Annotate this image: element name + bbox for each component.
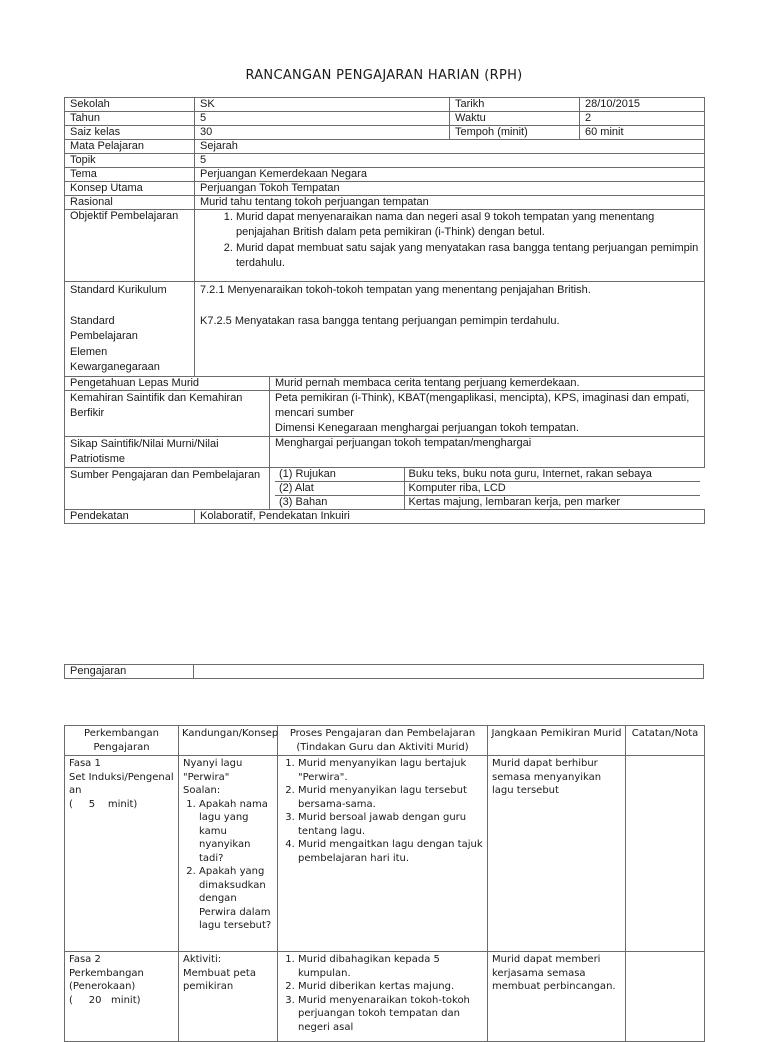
header-proses: Proses Pengajaran dan Pembelajaran (Tindakan Guru dan Aktiviti Murid) [278,726,488,756]
standard-kurikulum-text: 7.2.1 Menyenaraikan tokoh-tokoh tempatan yang menentang penjajahan British. [200,284,591,296]
value-pengetahuan: Murid pernah membaca cerita tentang perjuang kemerdekaan. [270,376,705,390]
row-kemahiran [65,390,705,436]
header-perkembangan: Perkembangan Pengajaran [65,726,179,756]
kemahiran-text-2: Dimensi Kenegaraan menghargai perjuangan tokoh tempatan. [275,421,579,434]
row-sumber [65,467,705,509]
value-tema: Perjuangan Kemerdekaan Negara [195,168,705,182]
fasa2-kandungan [179,952,278,1042]
lesson-row-fasa1 [65,756,705,952]
value-kemahiran [270,390,705,436]
value-mata: Sejarah [195,140,705,154]
fasa1-proses-item: 4. Murid mengaitkan lagu dengan tajuk pembelajaran hari itu. [298,838,483,865]
fasa2-proses-item: 2. Murid diberikan kertas majung. [298,980,483,994]
kemahiran-text-1: Peta pemikiran (i-Think), KBAT(mengaplikasi, mencipta), KPS, imaginasi dan empati, mencari sumber [275,391,690,419]
row-saiz [65,126,705,140]
label-pengetahuan: Pengetahuan Lepas Murid [65,376,270,390]
value-sumber [270,467,705,509]
label-standard [65,282,195,377]
fasa2-proses [278,952,488,1042]
fasa1-name: Set Induksi/Pengenalan [69,771,174,796]
fasa2-catatan [626,952,705,1042]
fasa1-proses [278,756,488,952]
label-standard-elemen-1: Standard [70,314,115,327]
sumber-row [275,481,700,495]
row-pengetahuan [65,376,705,390]
label-mata: Mata Pelajaran [65,140,195,154]
info-table [64,97,705,524]
sumber-value: Komputer riba, LCD [404,481,700,495]
fasa1-label: Fasa 1 [69,758,101,769]
sumber-label: (1) Rujukan [279,467,336,480]
sumber-label: (2) Alat [275,481,404,495]
header-catatan: Catatan/Nota [626,726,705,756]
label-pendekatan: Pendekatan [65,509,195,523]
value-tarikh: 28/10/2015 [580,98,705,112]
value-tahun: 5 [195,112,450,126]
label-konsep: Konsep Utama [65,182,195,196]
sumber-value: Kertas majung, lembaran kerja, pen marker [404,495,700,509]
sumber-value: Buku teks, buku nota guru, Internet, rakan sebaya [404,468,700,482]
fasa1-jangkaan: Murid dapat berhibur semasa menyanyikan lagu tersebut [488,756,626,952]
row-rasional [65,196,705,210]
pengajaran-value [194,665,704,679]
row-konsep [65,182,705,196]
label-tahun: Tahun [65,112,195,126]
header-kandungan: Kandungan/Konsep [179,726,278,756]
value-pendekatan: Kolaboratif, Pendekatan Inkuiri [195,509,705,523]
fasa1-soalan-item: 1. Apakah nama lagu yang kamu nyanyikan tadi? [199,798,273,866]
label-saiz: Saiz kelas [65,126,195,140]
fasa2-name: Perkembangan (Penerokaan) [69,967,144,992]
fasa2-time: ( 20 minit) [69,994,141,1006]
fasa1-kandungan-2: Soalan: [183,785,221,796]
label-kemahiran: Kemahiran Saintifik dan Kemahiran Berfikir [65,390,270,436]
objektif-item: 1. Murid dapat menyenaraikan nama dan negeri asal 9 tokoh tempatan yang menentang penjajahan British dalam peta pemikiran (i-Think) dengan betul. [236,210,699,240]
label-waktu: Waktu [450,112,580,126]
label-tarikh: Tarikh [450,98,580,112]
row-sekolah [65,98,705,112]
fasa2-jangkaan: Murid dapat memberi kerjasama semasa membuat perbincangan. [488,952,626,1042]
label-tempoh: Tempoh (minit) [450,126,580,140]
sumber-label: (3) Bahan [275,495,404,509]
standard-elemen-text: K7.2.5 Menyatakan rasa bangga tentang perjuangan pemimpin terdahulu. [200,314,560,327]
fasa2-kandungan-1: Aktiviti: [183,954,222,965]
fasa2-proses-item: 1. Murid dibahagikan kepada 5 kumpulan. [298,953,483,980]
value-sikap: Menghargai perjuangan tokoh tempatan/menghargai [270,436,705,467]
row-tema [65,168,705,182]
value-sekolah: SK [195,98,450,112]
sumber-row [275,468,700,482]
label-standard-elemen-3: Elemen [70,345,108,358]
row-objektif [65,210,705,282]
sumber-row [275,495,700,509]
fasa1-catatan [626,756,705,952]
value-rasional: Murid tahu tentang tokoh perjuangan tempatan [195,196,705,210]
fasa1-kandungan [179,756,278,952]
row-topik [65,154,705,168]
value-saiz: 30 [195,126,450,140]
lesson-table [64,725,705,1042]
pengajaran-table [64,664,704,679]
value-waktu: 2 [580,112,705,126]
row-sikap [65,436,705,467]
fasa1-proses-item: 1. Murid menyanyikan lagu bertajuk "Perwira". [298,757,483,784]
label-tema: Tema [65,168,195,182]
fasa1-proses-item: 3. Murid bersoal jawab dengan guru tentang lagu. [298,811,483,838]
fasa1-proses-item: 2. Murid menyanyikan lagu tersebut bersama-sama. [298,784,483,811]
label-standard-elemen-4: Kewarganegaraan [70,361,160,373]
row-standard [65,282,705,377]
fasa1-soalan-item: 2. Apakah yang dimaksudkan dengan Perwira dalam lagu tersebut? [199,865,273,933]
label-sumber: Sumber Pengajaran dan Pembelajaran [65,467,270,509]
value-topik: 5 [195,154,705,168]
header-jangkaan: Jangkaan Pemikiran Murid [488,726,626,756]
sumber-table [275,468,700,509]
fasa1-time: ( 5 minit) [69,798,138,810]
label-sikap: Sikap Saintifik/Nilai Murni/Nilai Patriotisme [65,436,270,467]
objektif-item: 2. Murid dapat membuat satu sajak yang menyatakan rasa bangga tentang perjuangan pemimpin terdahulu. [236,241,699,271]
lesson-row-fasa2 [65,952,705,1042]
document-title: RANCANGAN PENGAJARAN HARIAN (RPH) [245,68,523,83]
value-tempoh: 60 minit [580,126,705,140]
row-tahun [65,112,705,126]
fasa2-perkembangan [65,952,179,1042]
value-objektif [195,210,705,282]
value-konsep: Perjuangan Tokoh Tempatan [195,182,705,196]
lesson-header-row [65,726,705,756]
label-sekolah: Sekolah [65,98,195,112]
fasa2-kandungan-2: Membuat peta pemikiran [183,967,256,992]
label-objektif: Objektif Pembelajaran [65,210,195,282]
pengajaran-label: Pengajaran [65,665,194,679]
label-topik: Topik [65,154,195,168]
fasa2-proses-item: 3. Murid menyenaraikan tokoh-tokoh perjuangan tokoh tempatan dan negeri asal [298,994,483,1035]
fasa1-kandungan-1: Nyanyi lagu "Perwira" [183,758,243,783]
label-standard-kurikulum: Standard Kurikulum [70,284,167,296]
label-standard-elemen-2: Pembelajaran [70,330,138,342]
label-rasional: Rasional [65,196,195,210]
fasa2-label: Fasa 2 [69,954,101,965]
row-mata [65,140,705,154]
row-pendekatan [65,509,705,523]
fasa1-perkembangan [65,756,179,952]
value-standard [195,282,705,377]
